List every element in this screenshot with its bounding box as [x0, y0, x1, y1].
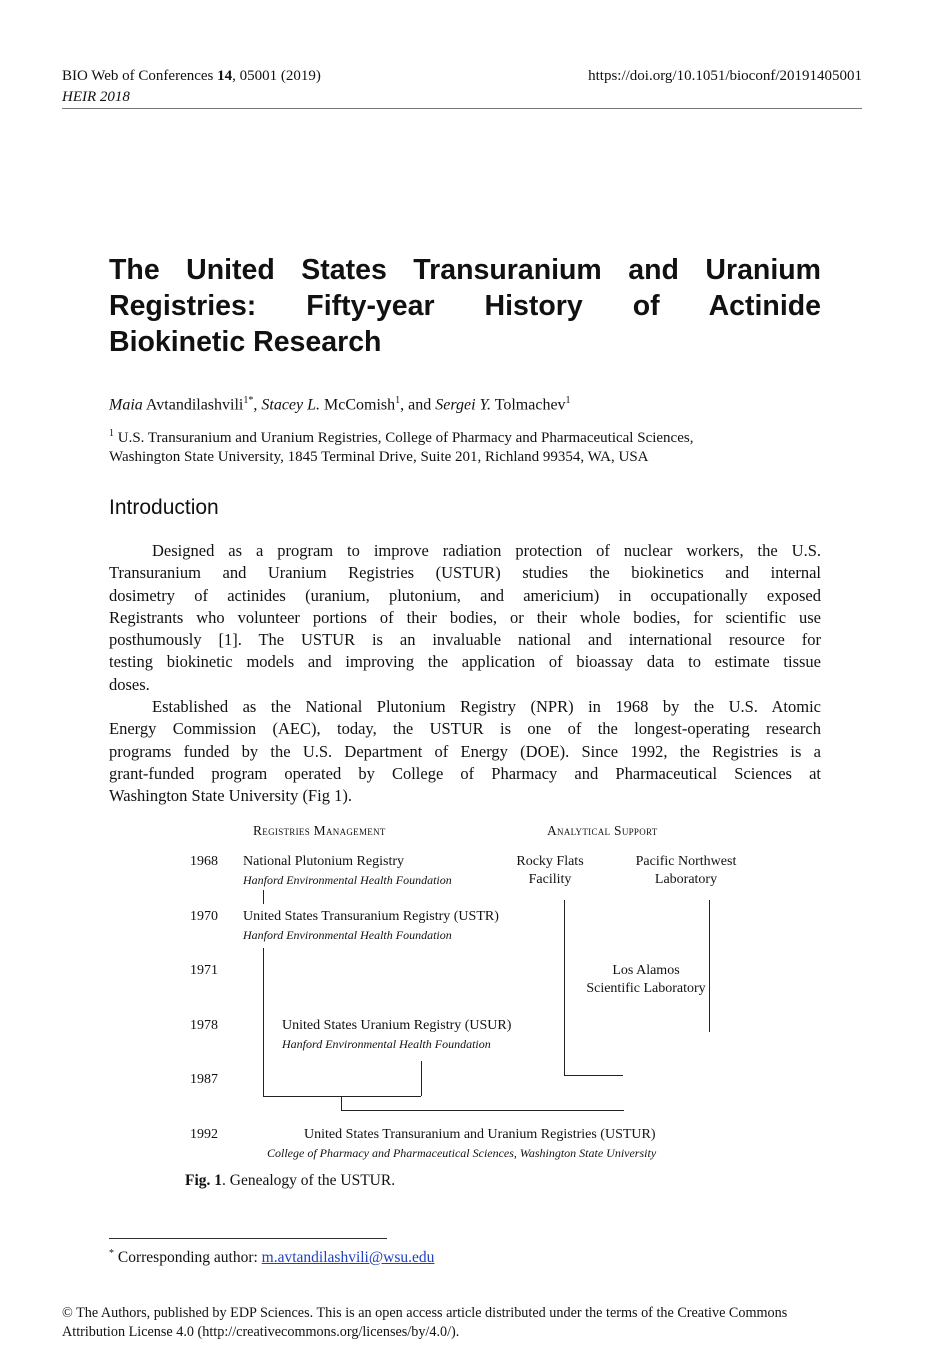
connector-ustr-down: [263, 948, 264, 1096]
footnote: [109, 1248, 434, 1267]
year-label: 1968: [190, 854, 218, 869]
affiliation-line: Washington State University, 1845 Terminal Drive, Suite 201, Richland 99354, WA, USA: [109, 449, 649, 465]
affiliation-line: U.S. Transuranium and Uranium Registries, College of Pharmacy and Pharmaceutical Sciences,: [114, 430, 694, 446]
text-line: Washington State University (Fig 1).: [109, 786, 352, 806]
author-affil-mark: 1: [565, 395, 571, 406]
rocky-flats-label: Facility: [528, 872, 572, 887]
journal-name: BIO Web of Conferences: [62, 68, 218, 84]
text-line: Registrants who volunteer portions of their bodies, or their whole bodies, for scientific use: [109, 607, 821, 627]
text-line: posthumously [1]. The USTUR is an invaluable national and international resource for: [109, 630, 821, 650]
year-label: 1992: [190, 1127, 218, 1142]
author-affil-mark: 1: [395, 395, 401, 406]
column-header-management: Registries Management: [253, 823, 386, 838]
footnote-divider: [109, 1238, 387, 1239]
title-line: Biokinetic Research: [109, 326, 382, 358]
ustur-name: United States Transuranium and Uranium Registries (USTUR): [304, 1127, 656, 1142]
column-header-support: Analytical Support: [547, 823, 658, 838]
body-paragraph: [109, 540, 821, 696]
npr-name: National Plutonium Registry: [243, 854, 404, 869]
journal-article-number: , 05001 (2019): [232, 68, 321, 84]
text-line: Transuranium and Uranium Registries (USTUR) studies the biokinetics and internal: [109, 563, 821, 583]
text-line: grant-funded program operated by College of Pharmacy and Pharmaceutical Sciences at: [109, 763, 821, 783]
figure-caption: [185, 1172, 395, 1190]
connector-support: [564, 900, 565, 1075]
text-line: programs funded by the U.S. Department of Energy (DOE). Since 1992, the Registries is a: [109, 741, 821, 761]
connector-usur-down: [421, 1061, 422, 1096]
author-affil-mark: 1*: [243, 395, 254, 406]
author-email-link[interactable]: m.avtandilashvili@wsu.edu: [261, 1249, 435, 1267]
year-label: 1987: [190, 1072, 218, 1087]
paper-title: [109, 252, 821, 360]
usur-name: United States Uranium Registry (USUR): [282, 1018, 512, 1033]
author-first-name: Maia: [109, 396, 143, 414]
license-line: Attribution License 4.0 (http://creativecommons.org/licenses/by/4.0/).: [62, 1324, 460, 1340]
license-notice: [62, 1304, 862, 1342]
author-last-name: Tolmachev: [490, 396, 566, 414]
lanl-label: Los Alamos: [612, 963, 680, 978]
author-separator: ,: [253, 396, 262, 414]
journal-citation: [62, 66, 321, 86]
text-line: testing biokinetic models and improving the application of bioassay data to estimate tissue: [109, 652, 821, 672]
connector-npr-ustr: [263, 890, 264, 904]
pnl-label: Laboratory: [654, 872, 718, 887]
text-line: Established as the National Plutonium Registry (NPR) in 1968 by the U.S. Atomic: [152, 697, 821, 716]
author-separator: , and: [400, 396, 436, 414]
license-line: © The Authors, published by EDP Sciences. This is an open access article distributed under the terms of the Creative Commons: [62, 1305, 788, 1321]
connector-merge-ustur: [341, 1110, 624, 1111]
year-label: 1970: [190, 909, 218, 924]
title-line: The United States Transuranium and Uranium: [109, 254, 821, 286]
author-first-name: Sergei Y.: [435, 396, 491, 414]
text-line: Energy Commission (AEC), today, the USTUR is one of the longest-operating research: [109, 719, 821, 739]
genealogy-figure: [180, 820, 760, 1165]
caption-text: . Genealogy of the USTUR.: [222, 1172, 396, 1189]
text-line: Designed as a program to improve radiation protection of nuclear workers, the U.S.: [152, 541, 821, 560]
figure-label: Fig. 1: [185, 1172, 223, 1189]
title-line: Registries: Fifty-year History of Actinide: [109, 290, 821, 322]
ustur-organization: College of Pharmacy and Pharmaceutical Sciences, Washington State University: [267, 1146, 657, 1160]
connector-support-end: [564, 1075, 623, 1076]
doi-link[interactable]: https://doi.org/10.1051/bioconf/20191405001: [588, 68, 862, 84]
affiliation-mark: 1: [109, 428, 114, 439]
connector-merge-down: [341, 1096, 342, 1110]
text-line: dosimetry of actinides (uranium, plutonium, and americium) in occupationally exposed: [109, 585, 821, 605]
usur-organization: Hanford Environmental Health Foundation: [282, 1037, 491, 1051]
year-label: 1971: [190, 963, 218, 978]
lanl-label: Scientific Laboratory: [586, 981, 706, 996]
section-heading: Introduction: [109, 496, 219, 519]
year-label: 1978: [190, 1018, 218, 1033]
author-list: [109, 390, 571, 416]
npr-organization: Hanford Environmental Health Foundation: [243, 873, 452, 887]
ustr-organization: Hanford Environmental Health Foundation: [243, 928, 452, 942]
text-line: doses.: [109, 674, 150, 694]
rocky-flats-label: Rocky Flats: [516, 854, 584, 869]
connector-merge: [263, 1096, 421, 1097]
footnote-text: Corresponding author:: [114, 1249, 262, 1267]
author-first-name: Stacey L.: [261, 396, 321, 414]
conference-name: HEIR 2018: [62, 89, 130, 105]
pnl-label: Pacific Northwest: [635, 854, 737, 869]
body-paragraph: [109, 696, 821, 807]
connector-pnl: [709, 900, 710, 1032]
footnote-mark: *: [109, 1248, 114, 1259]
author-last-name: Avtandilashvili: [142, 396, 244, 414]
ustr-name: United States Transuranium Registry (USTR): [243, 909, 499, 924]
affiliation: [109, 424, 829, 467]
journal-volume: 14: [217, 68, 233, 84]
author-last-name: McComish: [320, 396, 396, 414]
header-divider: [62, 108, 862, 109]
